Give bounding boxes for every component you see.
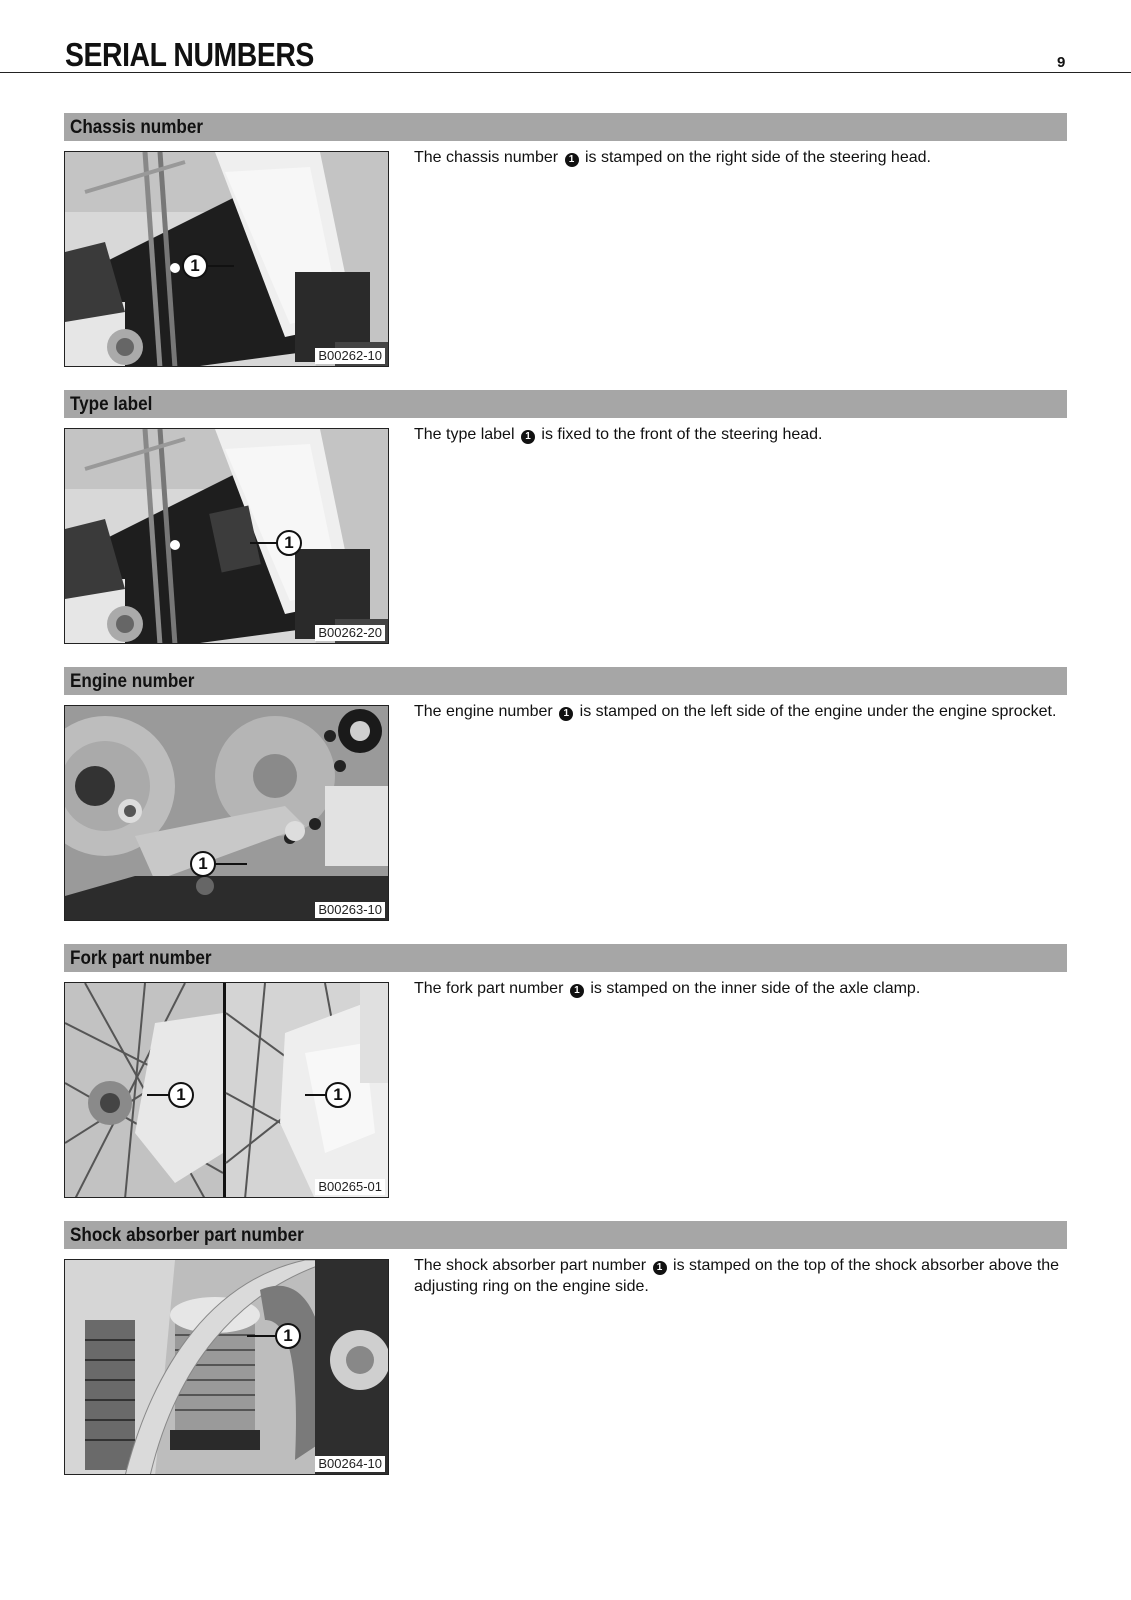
description-text: is stamped on the left side of the engine under the engine sprocket. xyxy=(579,703,1057,720)
section-description xyxy=(414,978,1064,999)
section-header xyxy=(64,390,1067,418)
figure-code: B00264-10 xyxy=(315,1456,385,1472)
callout-marker: 1 xyxy=(275,1323,301,1349)
section-description xyxy=(414,701,1064,722)
callout-marker: 1 xyxy=(276,530,302,556)
figure-type-label xyxy=(64,428,389,644)
figure-code: B00262-10 xyxy=(315,348,385,364)
callout-bullet: 1 xyxy=(559,707,573,721)
section-title: Shock absorber part number xyxy=(70,1225,304,1246)
page-title: SERIAL NUMBERS xyxy=(65,36,314,73)
section-description xyxy=(414,424,1064,445)
section-engine-number xyxy=(64,667,1067,955)
figure-engine-number xyxy=(64,705,389,921)
section-header xyxy=(64,113,1067,141)
section-title: Fork part number xyxy=(70,948,212,969)
callout-leader-line xyxy=(215,863,247,865)
figure-chassis-number xyxy=(64,151,389,367)
figure-shock-absorber-part-number xyxy=(64,1259,389,1475)
engine-case-photo xyxy=(65,706,389,921)
page-number: 9 xyxy=(1057,54,1066,71)
figure-code: B00263-10 xyxy=(315,902,385,918)
callout-bullet: 1 xyxy=(565,153,579,167)
description-text: is stamped on the right side of the steering head. xyxy=(584,149,931,166)
figure-fork-part-number xyxy=(64,982,389,1198)
callout-marker: 1 xyxy=(190,851,216,877)
section-type-label xyxy=(64,390,1067,678)
section-fork-part-number xyxy=(64,944,1067,1232)
callout-leader-line xyxy=(208,265,234,267)
section-title: Engine number xyxy=(70,671,195,692)
description-text: is stamped on the top of the shock absorber above the adjusting ring on the engine side. xyxy=(414,1257,1060,1295)
section-header xyxy=(64,1221,1067,1249)
callout-bullet: 1 xyxy=(521,430,535,444)
description-text: The fork part number xyxy=(414,980,564,997)
description-text: is fixed to the front of the steering head. xyxy=(541,426,823,443)
steering-head-photo xyxy=(65,429,389,644)
callout-leader-line xyxy=(250,542,277,544)
section-shock-absorber-part-number xyxy=(64,1221,1067,1509)
description-text: The engine number xyxy=(414,703,553,720)
callout-bullet: 1 xyxy=(570,984,584,998)
section-description xyxy=(414,1255,1064,1297)
section-title: Chassis number xyxy=(70,117,204,138)
section-description xyxy=(414,147,1064,168)
callout-marker: 1 xyxy=(325,1082,351,1108)
description-text: is stamped on the inner side of the axle clamp. xyxy=(590,980,921,997)
section-header xyxy=(64,944,1067,972)
section-header xyxy=(64,667,1067,695)
page-header xyxy=(0,30,1131,73)
description-text: The type label xyxy=(414,426,515,443)
shock-absorber-photo xyxy=(65,1260,389,1475)
section-chassis-number xyxy=(64,113,1067,401)
figure-code: B00262-20 xyxy=(315,625,385,641)
callout-marker: 1 xyxy=(182,253,208,279)
callout-bullet: 1 xyxy=(653,1261,667,1275)
section-title: Type label xyxy=(70,394,153,415)
figure-code: B00265-01 xyxy=(315,1179,385,1195)
steering-head-photo xyxy=(65,152,389,367)
description-text: The chassis number xyxy=(414,149,559,166)
callout-marker: 1 xyxy=(168,1082,194,1108)
description-text: The shock absorber part number xyxy=(414,1257,647,1274)
